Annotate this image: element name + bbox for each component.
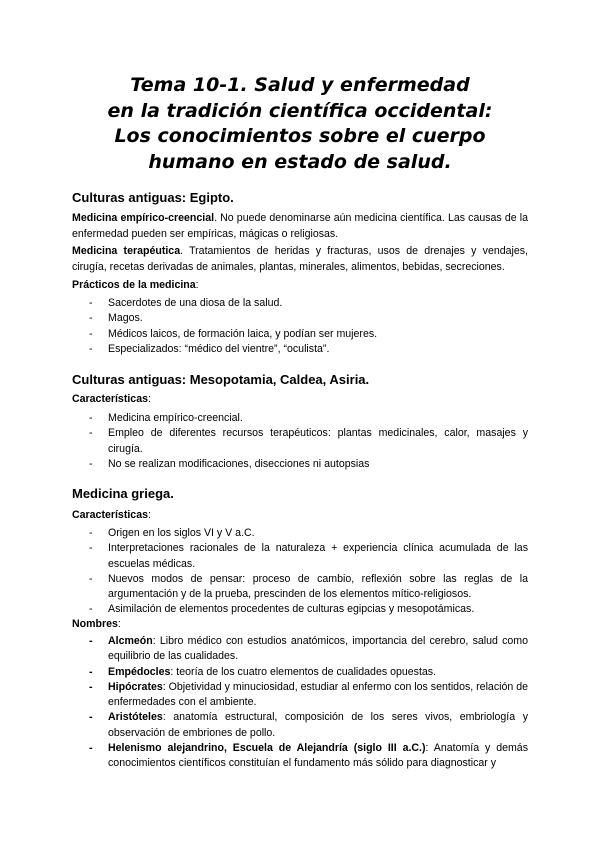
list-item-text: Médicos laicos, de formación laica, y podían ser mujeres. bbox=[108, 327, 378, 340]
subheading-nombres bbox=[72, 618, 121, 630]
list-item bbox=[72, 741, 528, 772]
list-item bbox=[72, 634, 528, 665]
dash-bullet: - bbox=[89, 711, 93, 724]
list-nombres bbox=[72, 634, 528, 772]
list-item-text: : Objetividad y minuciosidad, estudiar al enfermo con los sentidos, relación de enfermedades con el ambiente. bbox=[108, 680, 528, 709]
paragraph-text: . Tratamientos de heridas y fracturas, usos de drenajes y vendajes, cirugía, recetas derivadas de animales, plantas, minerales, alimentos, bebidas, secreciones. bbox=[72, 245, 528, 273]
paragraph-text: . No puede denominarse aún medicina científica. Las causas de la enfermedad pueden ser empíricas, mágicas o religiosas. bbox=[72, 212, 528, 240]
list-item-text: : Anatomía y demás conocimientos científicos constituían el fundamento más sólido para diagnosticar y bbox=[108, 742, 528, 770]
page-title bbox=[60, 73, 540, 175]
list-item bbox=[72, 296, 528, 311]
list-item-text: Origen en los siglos VI y V a.C. bbox=[108, 527, 255, 539]
dash-bullet: - bbox=[89, 572, 93, 585]
paragraph-medicina-empirico bbox=[72, 211, 528, 242]
dash-bullet: - bbox=[89, 327, 93, 340]
subheading-label: Prácticos de la medicina bbox=[72, 279, 196, 291]
list-item bbox=[72, 680, 528, 711]
dash-bullet: - bbox=[89, 542, 93, 555]
list-caracteristicas-griega bbox=[72, 526, 528, 618]
subheading-colon: : bbox=[195, 279, 199, 291]
term: Helenismo alejandrino, Escuela de Alejandría (siglo III a.C.) bbox=[108, 742, 426, 755]
list-item bbox=[72, 342, 528, 357]
list-item bbox=[72, 411, 528, 426]
subheading-label: Características bbox=[72, 509, 148, 521]
list-item bbox=[72, 602, 528, 617]
list-item bbox=[72, 311, 528, 326]
term: Medicina terapéutica bbox=[72, 245, 181, 257]
dash-bullet: - bbox=[89, 312, 93, 325]
title-line: Tema 10-1. Salud y enfermedad bbox=[130, 74, 470, 96]
subheading-caracteristicas bbox=[72, 509, 151, 521]
term: Aristóteles bbox=[108, 711, 163, 724]
list-item bbox=[72, 526, 528, 541]
list-item-text: Especializados: “médico del vientre”, “oculista”. bbox=[108, 342, 330, 355]
subheading-practicos bbox=[72, 279, 199, 291]
subheading-colon: : bbox=[117, 618, 121, 630]
list-item-text: No se realizan modificaciones, disecciones ni autopsias bbox=[108, 457, 370, 470]
list-item-text: Magos. bbox=[108, 312, 143, 325]
list-item bbox=[72, 665, 528, 680]
dash-bullet: - bbox=[89, 427, 93, 440]
dash-bullet: - bbox=[89, 457, 93, 470]
list-item bbox=[72, 426, 528, 457]
dash-bullet: - bbox=[89, 603, 93, 616]
dash-bullet: - bbox=[89, 742, 93, 755]
title-line: en la tradición científica occidental: bbox=[107, 99, 493, 122]
list-item-text: Sacerdotes de una diosa de la salud. bbox=[108, 297, 283, 309]
list-item bbox=[72, 710, 528, 741]
dash-bullet: - bbox=[89, 665, 93, 678]
list-item-text: : anatomía estructural, composición de los seres vivos, embriología y observación de embriones de pollo. bbox=[108, 711, 528, 739]
list-item-text: Empleo de diferentes recursos terapéuticos: plantas medicinales, calor, masajes y cirugía. bbox=[108, 427, 528, 455]
list-item-text: : teoría de los cuatro elementos de cualidades opuestas. bbox=[170, 665, 437, 678]
list-item bbox=[72, 457, 528, 472]
list-item-text: Interpretaciones racionales de la naturaleza + experiencia clínica acumulada de las escuelas médicas. bbox=[108, 542, 528, 570]
list-item bbox=[72, 327, 528, 342]
term: Medicina empírico-creencial bbox=[72, 212, 215, 224]
dash-bullet: - bbox=[89, 412, 93, 424]
list-item-text: : Libro médico con estudios anatómicos, importancia del cerebro, salud como equilibrio de las cualidades. bbox=[108, 635, 528, 663]
list-item-text: Nuevos modos de pensar: proceso de cambio, reflexión sobre las reglas de la argumentación y de la prueba, prescinden de los elementos mítico-religiosos. bbox=[108, 572, 528, 601]
title-line: Los conocimientos sobre el cuerpo bbox=[114, 125, 486, 147]
dash-bullet: - bbox=[89, 297, 93, 309]
paragraph-medicina-terapeutica bbox=[72, 244, 528, 275]
subheading-colon: : bbox=[147, 393, 151, 405]
dash-bullet: - bbox=[89, 342, 93, 355]
dash-bullet: - bbox=[89, 680, 93, 693]
section-heading-egipto: Culturas antiguas: Egipto. bbox=[72, 190, 234, 205]
subheading-caracteristicas bbox=[72, 393, 151, 405]
dash-bullet: - bbox=[89, 635, 93, 647]
list-item-text: Asimilación de elementos procedentes de culturas egipcias y mesopotámicas. bbox=[108, 603, 475, 616]
subheading-label: Nombres bbox=[72, 618, 118, 630]
term: Alcmeón bbox=[108, 635, 153, 647]
section-heading-griega: Medicina griega. bbox=[72, 486, 174, 501]
term: Hipócrates bbox=[108, 680, 163, 693]
dash-bullet: - bbox=[89, 527, 93, 539]
section-heading-mesopotamia: Culturas antiguas: Mesopotamia, Caldea, Asiria. bbox=[72, 372, 370, 387]
list-item bbox=[72, 541, 528, 572]
list-caracteristicas-mesopotamia bbox=[72, 411, 528, 472]
list-item bbox=[72, 572, 528, 603]
term: Empédocles bbox=[108, 665, 171, 678]
subheading-label: Características bbox=[72, 393, 148, 405]
list-practicos bbox=[72, 296, 528, 357]
list-item-text: Medicina empírico-creencial. bbox=[108, 412, 243, 424]
title-line: humano en estado de salud. bbox=[148, 150, 452, 173]
subheading-colon: : bbox=[147, 509, 151, 521]
